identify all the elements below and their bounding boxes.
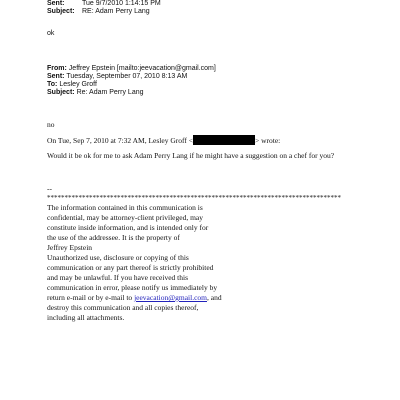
- quoted-text: Would it be ok for me to ask Adam Perry Lang if he might have a suggestion on a chef for you?: [47, 151, 335, 160]
- disclaimer-line: communication in error, please notify us immediately by: [47, 283, 218, 292]
- message-body: no: [47, 120, 55, 129]
- forward-to-row: [47, 81, 216, 89]
- forward-subject-label: Subject:: [47, 89, 75, 96]
- forward-from-row: [47, 65, 216, 73]
- disclaimer-line: the use of the addressee. It is the property of: [47, 233, 180, 242]
- top-subject-row: [47, 8, 150, 16]
- disclaimer-line: and may be unlawful. If you have received this: [47, 273, 188, 282]
- forward-sent-value: Tuesday, September 07, 2010 8:13 AM: [66, 73, 188, 80]
- disclaimer-line: The information contained in this communication is: [47, 203, 203, 212]
- stars-divider: ************************************************************************************: [47, 194, 341, 202]
- disclaimer-line: confidential, may be attorney-client privileged, may: [47, 213, 203, 222]
- forward-to-value: Lesley Groff: [59, 81, 97, 88]
- disclaimer-email-suffix: , and: [206, 293, 222, 302]
- top-email-header: [47, 0, 161, 16]
- disclaimer-line: including all attachments.: [47, 313, 125, 322]
- top-sent-value: Tue 9/7/2010 1:14:15 PM: [82, 0, 161, 7]
- disclaimer-line: destroy this communication and all copies thereof,: [47, 303, 199, 312]
- forward-sent-label: Sent:: [47, 73, 65, 80]
- top-sent-row: [47, 0, 161, 8]
- disclaimer-line: Unauthorized use, disclosure or copying of this: [47, 253, 189, 262]
- forward-subject-row: [47, 89, 216, 97]
- disclaimer-line: Jeffrey Epstein: [47, 243, 93, 252]
- forward-from-label: From:: [47, 65, 67, 72]
- disclaimer-email-prefix: return e-mail or by e-mail to: [47, 293, 135, 302]
- forward-email-header: [47, 65, 216, 97]
- forward-sent-row: [47, 73, 216, 81]
- redaction-block: [193, 135, 255, 145]
- forward-to-label: To:: [47, 81, 58, 88]
- signature-separator: --: [47, 184, 52, 193]
- disclaimer-line: communication or any part thereof is strictly prohibited: [47, 263, 214, 272]
- top-subject-value: RE: Adam Perry Lang: [82, 8, 150, 15]
- quote-intro: [47, 135, 280, 146]
- disclaimer-line: constitute inside information, and is intended only for: [47, 223, 209, 232]
- top-sent-label: Sent:: [47, 0, 65, 7]
- quote-intro-suffix: > wrote:: [254, 136, 281, 145]
- disclaimer-email-line: [47, 293, 222, 303]
- disclaimer: [47, 203, 222, 323]
- top-subject-label: Subject:: [47, 8, 75, 15]
- quote-intro-prefix: On Tue, Sep 7, 2010 at 7:32 AM, Lesley Groff <: [47, 136, 193, 145]
- reply-body: ok: [47, 30, 55, 37]
- forward-subject-value: Re: Adam Perry Lang: [76, 89, 144, 96]
- forward-from-value: Jeffrey Epstein [mailto:jeevacation@gmail.com]: [68, 65, 216, 72]
- email-link[interactable]: jeevacation@gmail.com: [134, 293, 207, 302]
